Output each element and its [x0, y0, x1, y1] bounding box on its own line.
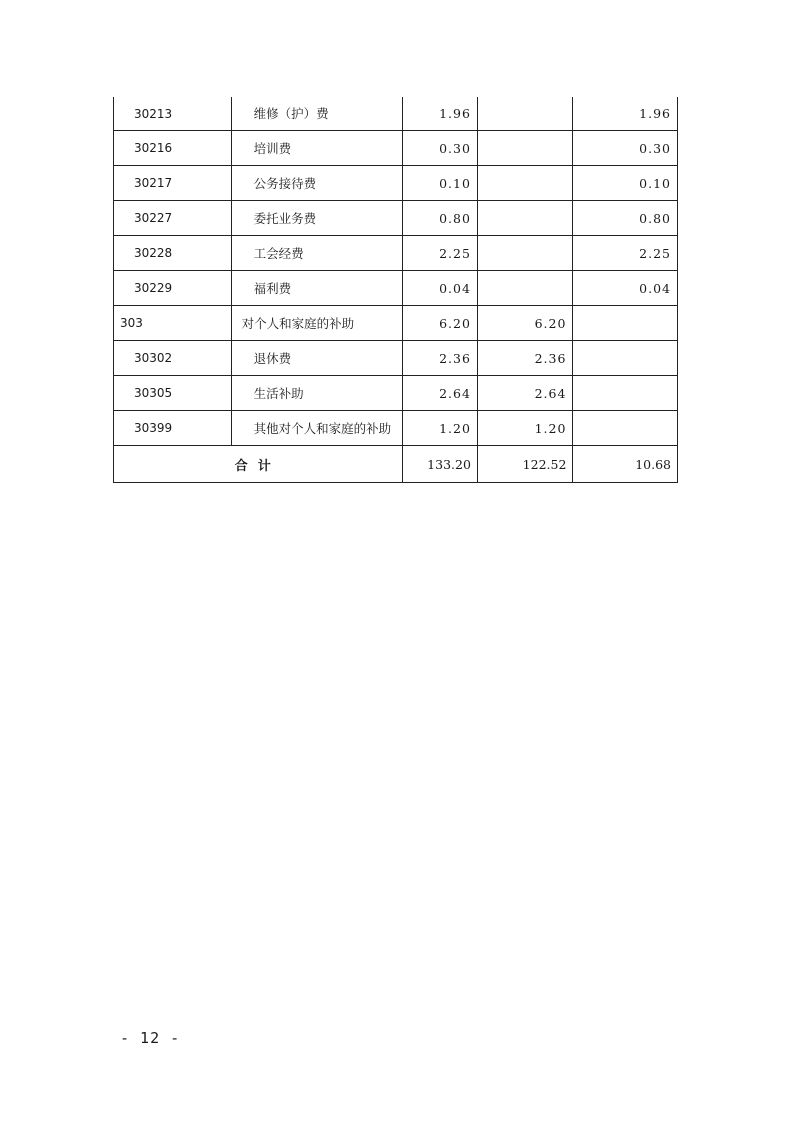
row-name: 退休费: [231, 341, 402, 376]
row-project: [573, 376, 678, 411]
table-row: [114, 376, 678, 411]
total-basic: 122.52: [477, 446, 573, 483]
row-name: 培训费: [231, 131, 402, 166]
row-code: 30399: [114, 411, 232, 446]
row-project: [573, 341, 678, 376]
row-project: 0.30: [573, 131, 678, 166]
table-row: [114, 411, 678, 446]
row-code: 30213: [114, 97, 232, 131]
row-total: 0.80: [402, 201, 477, 236]
row-name: 维修（护）费: [231, 97, 402, 131]
row-total: 6.20: [402, 306, 477, 341]
row-name: 福利费: [231, 271, 402, 306]
row-basic: 6.20: [477, 306, 573, 341]
table-row: [114, 166, 678, 201]
row-project: [573, 306, 678, 341]
row-basic: [477, 271, 573, 306]
row-project: [573, 411, 678, 446]
table-row: [114, 306, 678, 341]
row-basic: [477, 166, 573, 201]
total-label: 合计: [114, 446, 403, 483]
row-name: 其他对个人和家庭的补助: [231, 411, 402, 446]
expenditure-table: [113, 97, 678, 483]
row-total: 0.04: [402, 271, 477, 306]
row-code: 30216: [114, 131, 232, 166]
row-basic: 2.36: [477, 341, 573, 376]
row-name: 生活补助: [231, 376, 402, 411]
total-row: [114, 446, 678, 483]
row-basic: [477, 97, 573, 131]
total-amount: 133.20: [402, 446, 477, 483]
row-code: 30228: [114, 236, 232, 271]
total-project: 10.68: [573, 446, 678, 483]
row-code: 30227: [114, 201, 232, 236]
row-name: 对个人和家庭的补助: [231, 306, 402, 341]
row-code: 30305: [114, 376, 232, 411]
row-total: 1.96: [402, 97, 477, 131]
row-total: 0.30: [402, 131, 477, 166]
row-basic: [477, 236, 573, 271]
row-project: 0.04: [573, 271, 678, 306]
row-basic: 2.64: [477, 376, 573, 411]
table-row: [114, 271, 678, 306]
row-basic: 1.20: [477, 411, 573, 446]
row-total: 2.64: [402, 376, 477, 411]
row-code: 30229: [114, 271, 232, 306]
row-code: 30217: [114, 166, 232, 201]
row-project: 1.96: [573, 97, 678, 131]
row-total: 2.25: [402, 236, 477, 271]
row-total: 1.20: [402, 411, 477, 446]
row-total: 2.36: [402, 341, 477, 376]
row-total: 0.10: [402, 166, 477, 201]
table-row: [114, 341, 678, 376]
table-row: [114, 97, 678, 131]
row-name: 工会经费: [231, 236, 402, 271]
row-name: 公务接待费: [231, 166, 402, 201]
row-basic: [477, 201, 573, 236]
row-code: 30302: [114, 341, 232, 376]
row-code: 303: [114, 306, 232, 341]
row-project: 0.10: [573, 166, 678, 201]
row-basic: [477, 131, 573, 166]
row-project: 0.80: [573, 201, 678, 236]
table-row: [114, 236, 678, 271]
row-project: 2.25: [573, 236, 678, 271]
page-number: - 12 -: [120, 1029, 181, 1047]
table-row: [114, 131, 678, 166]
table-row: [114, 201, 678, 236]
row-name: 委托业务费: [231, 201, 402, 236]
